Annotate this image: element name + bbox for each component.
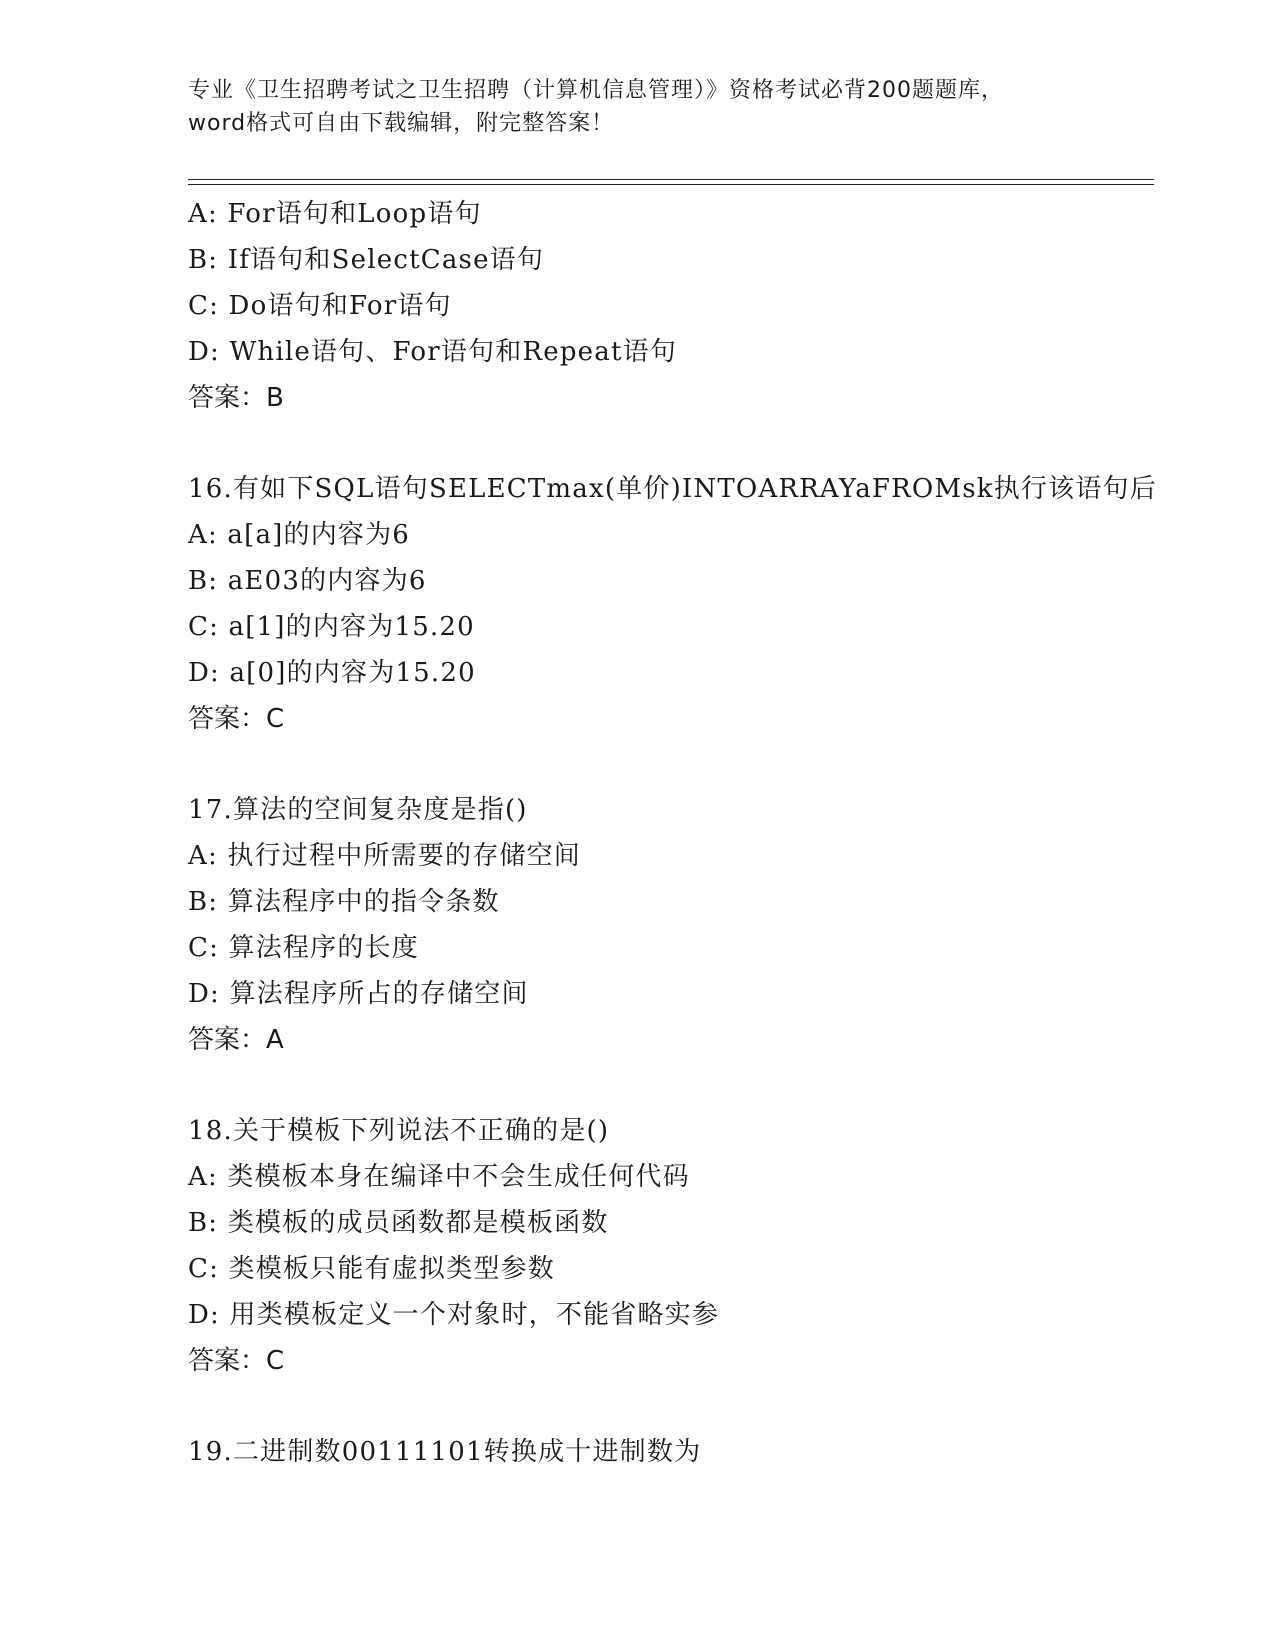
option-d: D: a[0]的内容为15.20: [188, 658, 476, 688]
header-title-line-2: word格式可自由下载编辑，附完整答案！: [188, 111, 615, 136]
option-a: A: a[a]的内容为6: [188, 520, 411, 550]
question-stem: 19.二进制数00111101转换成十进制数为: [188, 1437, 702, 1467]
document-header: [188, 74, 1088, 140]
option-b: B: aE03的内容为6: [188, 566, 427, 596]
option-c: C: 算法程序的长度: [188, 933, 419, 963]
answer-line: 答案：C: [188, 1346, 285, 1376]
answer-line: 答案：C: [188, 704, 285, 734]
header-divider-bottom: [188, 184, 1154, 185]
header-divider-top: [188, 179, 1154, 180]
option-b: B: 类模板的成员函数都是模板函数: [188, 1208, 609, 1238]
question-stem: 18.关于模板下列说法不正确的是(): [188, 1116, 610, 1146]
question-list: [188, 191, 1188, 1475]
answer-line: 答案：B: [188, 383, 284, 413]
question-18: [188, 1108, 1188, 1384]
option-b: B: 算法程序中的指令条数: [188, 887, 500, 917]
header-title-line-1: 专业《卫生招聘考试之卫生招聘（计算机信息管理）》资格考试必背200题题库，: [188, 78, 1004, 103]
question-15-continuation: [188, 191, 1188, 421]
option-d: D: 用类模板定义一个对象时，不能省略实参: [188, 1300, 720, 1330]
option-d: D: While语句、For语句和Repeat语句: [188, 337, 677, 367]
option-a: A: For语句和Loop语句: [188, 199, 482, 229]
option-a: A: 类模板本身在编译中不会生成任何代码: [188, 1162, 690, 1192]
option-c: C: a[1]的内容为15.20: [188, 612, 475, 642]
question-19: [188, 1429, 1188, 1475]
option-b: B: If语句和SelectCase语句: [188, 245, 545, 275]
option-c: C: 类模板只能有虚拟类型参数: [188, 1254, 555, 1284]
option-d: D: 算法程序所占的存储空间: [188, 979, 529, 1009]
question-stem: 16.有如下SQL语句SELECTmax(单价)INTOARRAYaFROMsk执行该语句后: [188, 474, 1157, 504]
question-stem: 17.算法的空间复杂度是指(): [188, 795, 528, 825]
option-a: A: 执行过程中所需要的存储空间: [188, 841, 582, 871]
question-16: [188, 466, 1188, 742]
answer-line: 答案：A: [188, 1025, 284, 1055]
option-c: C: Do语句和For语句: [188, 291, 452, 321]
question-17: [188, 787, 1188, 1063]
